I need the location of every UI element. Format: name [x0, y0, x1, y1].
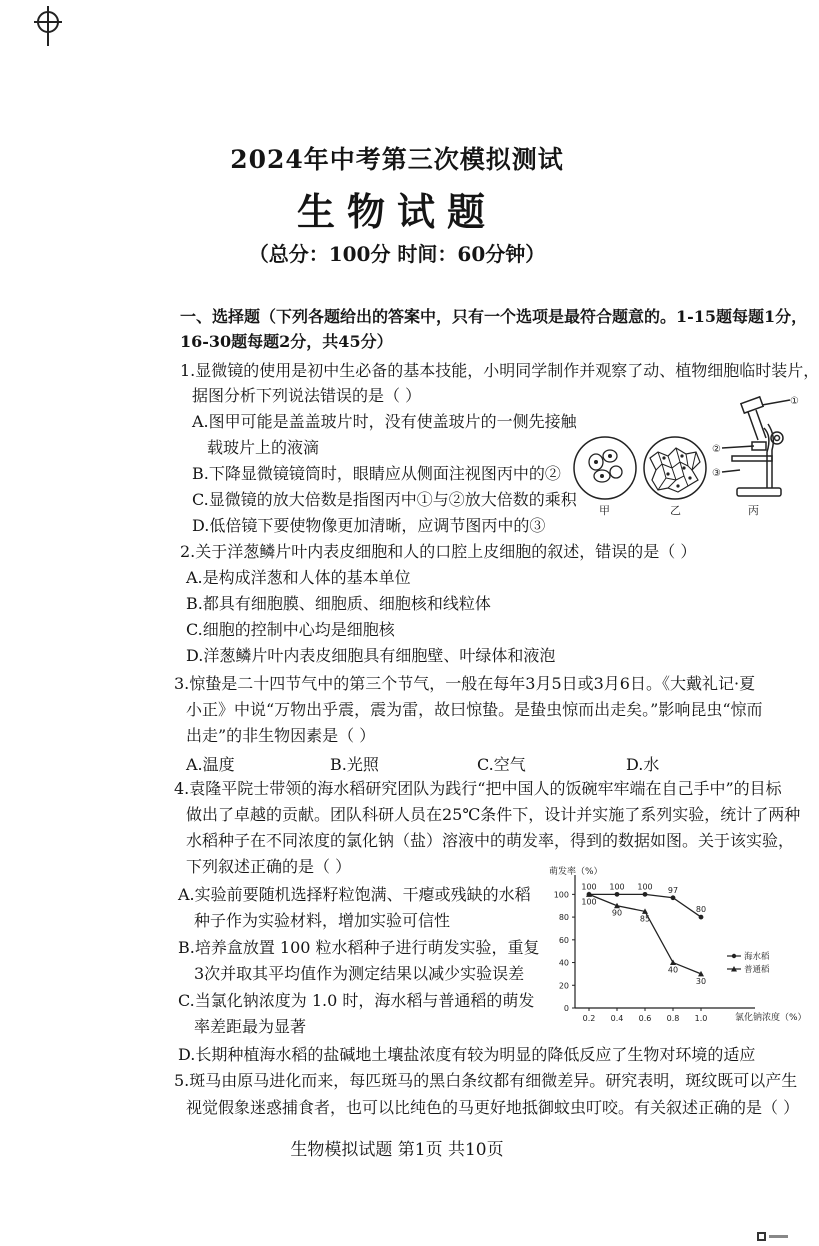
microscope-figure [572, 392, 798, 518]
y-tick-label: 20 [558, 981, 569, 991]
q4-stem: 4.袁隆平院士带领的海水稻研究团队为践行“把中国人的饭碗牢牢端在自己手中”的目标 [174, 779, 782, 798]
q1-stem: 1.显微镜的使用是初中生必备的基本技能，小明同学制作并观察了动、植物细胞临时装片， [180, 361, 819, 380]
q4-option-c: C.当氯化钠浓度为 1.0 时，海水稻与普通稻的萌发 [178, 991, 535, 1010]
subject-title: 生物试题 [296, 189, 497, 234]
x-tick-label: 0.2 [582, 1014, 596, 1023]
q3-option-d: D.水 [626, 755, 660, 774]
legend-marker [732, 954, 736, 958]
q1-option-d: D.低倍镜下要使物像更加清晰，应调节图丙中的③ [192, 516, 546, 535]
data-label: 100 [581, 897, 597, 907]
q3-stem-cont1: 小正》中说“万物出乎震，震为雷，故曰惊蛰。是蛰虫惊而出走矣。”影响昆虫“惊而 [186, 700, 763, 719]
q1-option-b: B.下降显微镜镜筒时，眼睛应从侧面注视图丙中的② [192, 464, 561, 483]
data-label: 90 [611, 908, 623, 918]
q1-option-a: A.图甲可能是盖盖玻片时，没有使盖玻片的一侧先接触 [192, 412, 577, 431]
y-tick-label: 0 [563, 1004, 569, 1013]
q3-stem: 3.惊蛰是二十四节气中的第三个节气，一般在每年3月5日或3月6日。《大戴礼记·夏 [174, 674, 756, 693]
section-heading: 一、选择题（下列各题给出的答案中，只有一个选项是最符合题意的。1-15题每题1分， [180, 307, 808, 326]
marker-1: ① [790, 396, 799, 407]
legend-label: 普通稻 [744, 965, 770, 975]
q3-option-b: B.光照 [330, 755, 379, 774]
data-label: 100 [609, 882, 625, 892]
q3-stem-cont2: 出走”的非生物因素是（ ） [186, 726, 376, 745]
y-tick-label: 100 [553, 890, 569, 900]
marker-3: ③ [712, 468, 721, 479]
q4-stem-cont3: 下列叙述正确的是（ ） [186, 857, 352, 876]
q4-option-d: D.长期种植海水稻的盐碱地土壤盐浓度有较为明显的降低反应了生物对环境的适应 [178, 1045, 756, 1064]
registration-mark [28, 6, 68, 46]
q1-option-a-cont: 载玻片上的液滴 [207, 438, 320, 457]
y-tick-label: 60 [558, 935, 569, 945]
q1-stem-cont: 据图分析下列说法错误的是（ ） [192, 386, 422, 405]
marker-2: ② [712, 444, 721, 455]
q2-stem: 2.关于洋葱鳞片叶内表皮细胞和人的口腔上皮细胞的叙述，错误的是（ ） [180, 542, 697, 561]
q2-option-d: D.洋葱鳞片叶内表皮细胞具有细胞壁、叶绿体和液泡 [186, 646, 556, 665]
q4-option-c-cont: 率差距最为显著 [194, 1017, 307, 1036]
x-tick-label: 1.0 [694, 1014, 708, 1023]
exam-title: 2024年中考第三次模拟测试 [230, 145, 564, 174]
y-tick-label: 80 [558, 913, 569, 923]
data-label: 85 [639, 914, 651, 924]
data-point [671, 895, 676, 900]
exam-info: （总分：100分 时间：60分钟） [248, 242, 546, 266]
q4-option-a-cont: 种子作为实验材料，增加实验可信性 [194, 911, 451, 930]
x-tick-label: 0.8 [666, 1014, 680, 1023]
data-label: 100 [581, 882, 597, 892]
fig-label-yi: 乙 [670, 504, 681, 517]
q2-option-a: A.是构成洋葱和人体的基本单位 [186, 568, 411, 587]
series-line [589, 894, 701, 974]
q4-stem-cont1: 做出了卓越的贡献。团队科研人员在25℃条件下，设计并实施了系列实验，统计了两种 [186, 805, 801, 824]
data-point [699, 915, 704, 920]
q3-option-a: A.温度 [186, 755, 235, 774]
legend-label: 海水稻 [744, 952, 770, 962]
data-point [670, 960, 676, 966]
data-label: 97 [667, 885, 679, 895]
section-heading-cont: 16-30题每题2分，共45分） [180, 332, 393, 351]
q1-option-c: C.显微镜的放大倍数是指图丙中①与②放大倍数的乘积 [192, 490, 577, 509]
data-point [643, 892, 648, 897]
q5-stem: 5.斑马由原马进化而来，每匹斑马的黑白条纹都有细微差异。研究表明，斑纹既可以产生 [174, 1071, 798, 1090]
q4-option-b: B.培养盒放置 100 粒水稻种子进行萌发实验，重复 [178, 938, 540, 957]
cell-view-yi [644, 437, 706, 499]
q4-stem-cont2: 水稻种子在不同浓度的氯化钠（盐）溶液中的萌发率，得到的数据如图。关于该实验， [186, 831, 795, 850]
chart-xlabel: 氯化钠浓度（%） [735, 1013, 807, 1023]
data-point [615, 892, 620, 897]
data-label: 80 [695, 905, 707, 915]
y-tick-label: 40 [558, 958, 569, 968]
data-label: 40 [667, 965, 679, 975]
watermark-logo [757, 1232, 789, 1242]
page-footer: 生物模拟试题 第1页 共10页 [290, 1140, 504, 1160]
fig-label-jia: 甲 [599, 504, 610, 517]
x-tick-label: 0.6 [638, 1014, 652, 1023]
q3-option-c: C.空气 [477, 755, 526, 774]
cell-view-jia [574, 437, 636, 499]
q2-option-c: C.细胞的控制中心均是细胞核 [186, 620, 395, 639]
q4-option-a: A.实验前要随机选择籽粒饱满、干瘪或残缺的水稻 [178, 885, 531, 904]
x-tick-label: 0.4 [610, 1014, 624, 1023]
data-label: 30 [695, 976, 707, 986]
microscope-drawing [722, 397, 790, 496]
fig-label-bing: 丙 [748, 504, 759, 517]
q5-stem-cont: 视觉假象迷惑捕食者，也可以比纯色的马更好地抵御蚊虫叮咬。有关叙述正确的是（ ） [186, 1098, 800, 1117]
chart-ylabel: 萌发率（%） [549, 867, 603, 877]
germination-chart [545, 860, 807, 1032]
q4-option-b-cont: 3次并取其平均值作为测定结果以减少实验误差 [194, 964, 525, 983]
data-label: 100 [637, 882, 653, 892]
q2-option-b: B.都具有细胞膜、细胞质、细胞核和线粒体 [186, 594, 491, 613]
